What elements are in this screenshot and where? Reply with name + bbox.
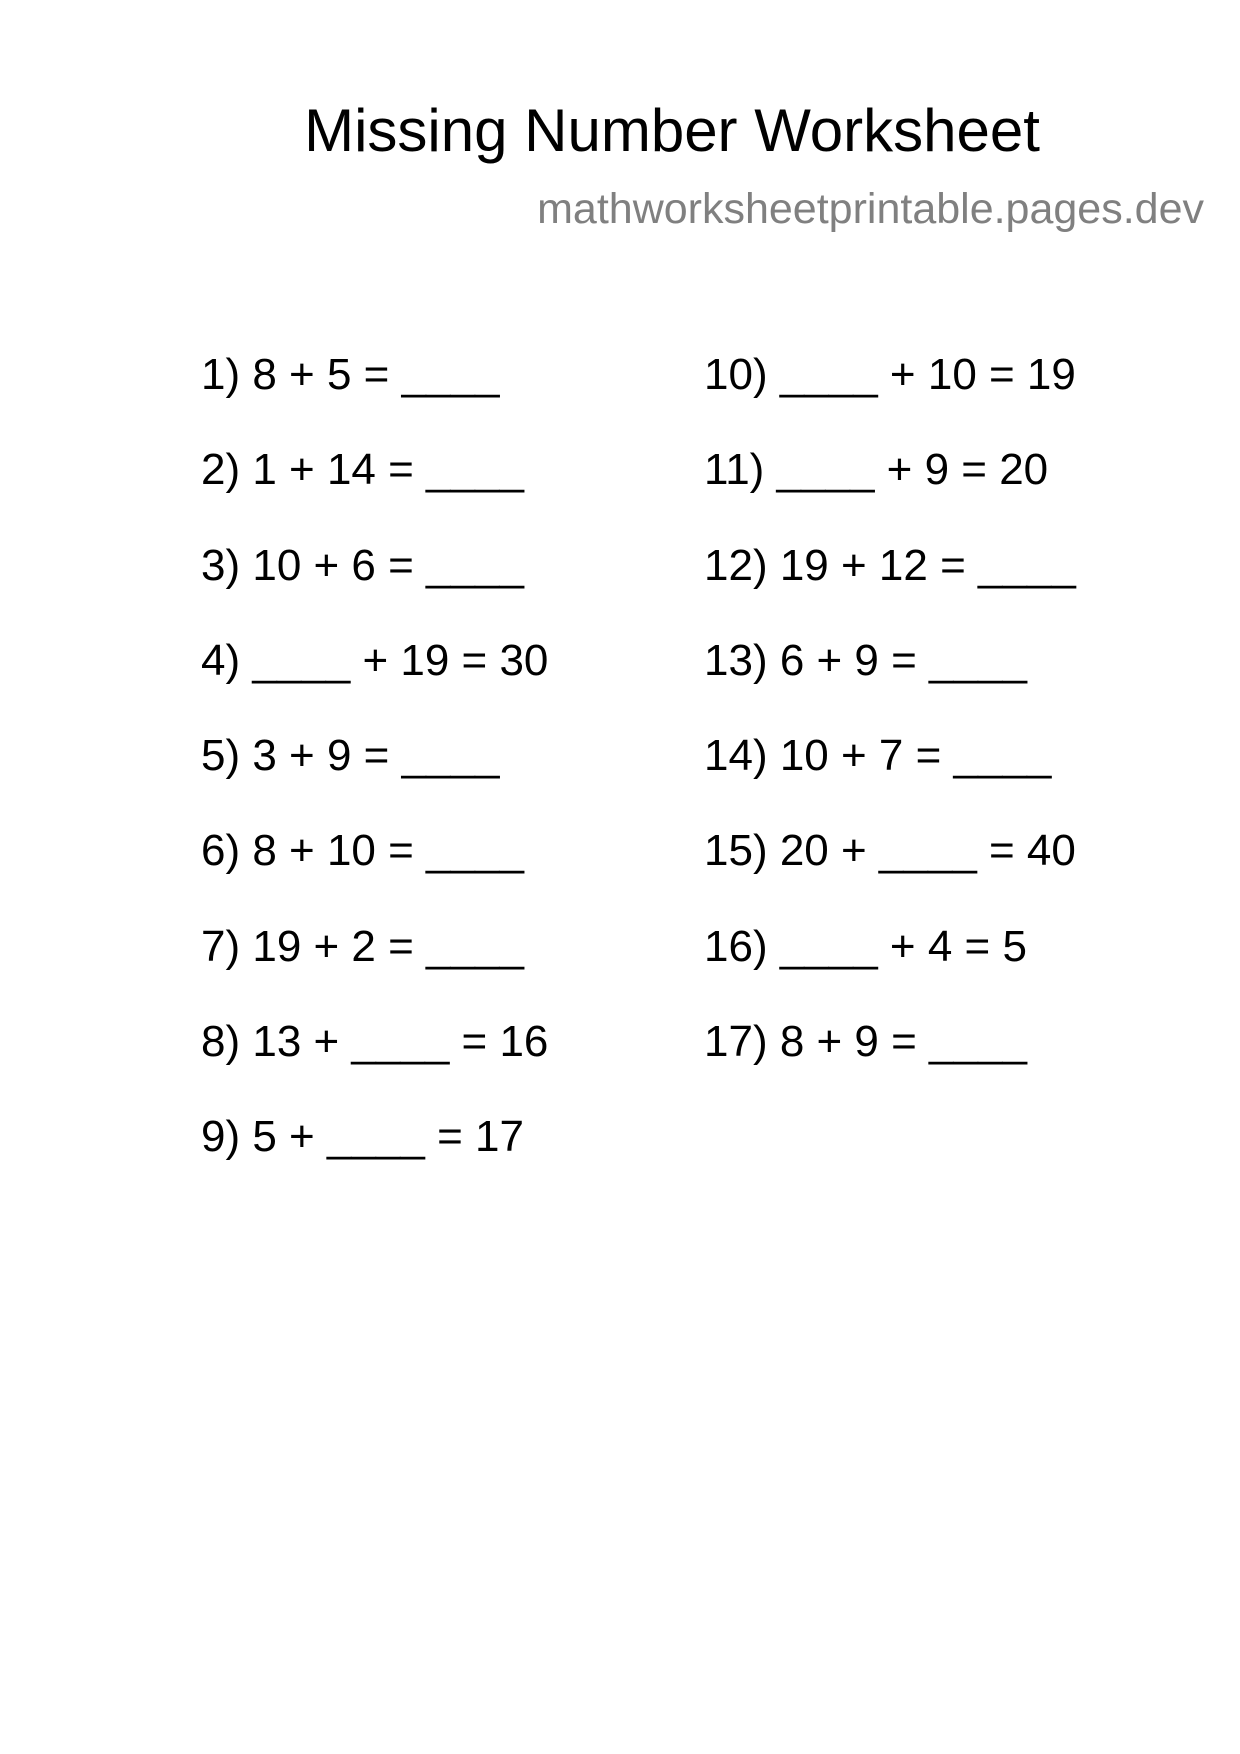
problem-10: 10) ____ + 10 = 19: [704, 350, 1076, 399]
problem-3: 3) 10 + 6 = ____: [201, 540, 524, 590]
problem-17: 17) 8 + 9 = ____: [704, 1017, 1027, 1067]
problem-9: 9) 5 + ____ = 17: [201, 1112, 524, 1162]
problem-15: 15) 20 + ____ = 40: [704, 826, 1076, 876]
page-title: Missing Number Worksheet: [304, 97, 1040, 164]
problem-5: 5) 3 + 9 = ____: [201, 731, 500, 781]
problem-7: 7) 19 + 2 = ____: [201, 921, 524, 971]
problem-4: 4) ____ + 19 = 30: [201, 635, 549, 685]
problem-1: 1) 8 + 5 = ____: [201, 350, 500, 399]
problem-13: 13) 6 + 9 = ____: [704, 635, 1027, 685]
problem-6: 6) 8 + 10 = ____: [201, 826, 524, 876]
problem-8: 8) 13 + ____ = 16: [201, 1017, 549, 1067]
problem-12: 12) 19 + 12 = ____: [704, 540, 1076, 590]
problem-11: 11) ____ + 9 = 20: [704, 445, 1049, 495]
site-url: mathworksheetprintable.pages.dev: [537, 185, 1204, 233]
problem-column-right: [704, 348, 1076, 1110]
problem-column-left: [201, 348, 548, 1206]
problem-16: 16) ____ + 4 = 5: [704, 921, 1027, 971]
problem-14: 14) 10 + 7 = ____: [704, 731, 1052, 781]
problem-2: 2) 1 + 14 = ____: [201, 445, 524, 495]
